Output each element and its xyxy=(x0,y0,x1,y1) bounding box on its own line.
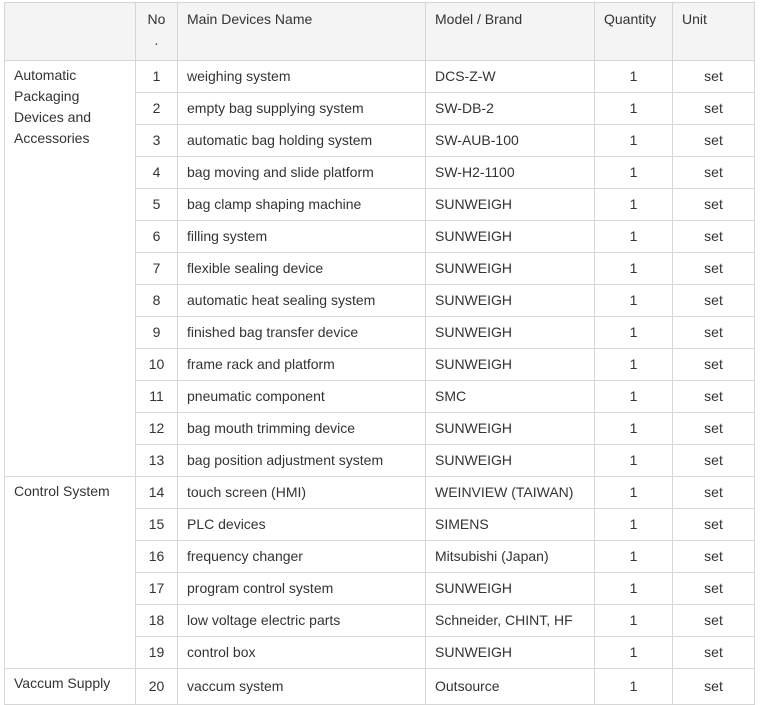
row-number: 4 xyxy=(136,157,178,189)
category-cell: Vaccum Supply xyxy=(5,669,136,705)
model-brand: Outsource xyxy=(426,669,595,705)
unit-value: set xyxy=(673,125,755,157)
device-name: weighing system xyxy=(178,61,426,93)
table-row xyxy=(5,669,755,705)
unit-value: set xyxy=(673,445,755,477)
unit-value: set xyxy=(673,349,755,381)
table-row xyxy=(5,477,755,509)
unit-value: set xyxy=(673,669,755,705)
row-number: 1 xyxy=(136,61,178,93)
quantity-value: 1 xyxy=(595,349,673,381)
device-name: automatic bag holding system xyxy=(178,125,426,157)
model-brand: SMC xyxy=(426,381,595,413)
device-name: filling system xyxy=(178,221,426,253)
model-brand: SUNWEIGH xyxy=(426,349,595,381)
device-name: bag position adjustment system xyxy=(178,445,426,477)
unit-value: set xyxy=(673,573,755,605)
quantity-value: 1 xyxy=(595,253,673,285)
model-brand: DCS-Z-W xyxy=(426,61,595,93)
row-number: 10 xyxy=(136,349,178,381)
device-name: touch screen (HMI) xyxy=(178,477,426,509)
device-name: program control system xyxy=(178,573,426,605)
model-brand: SUNWEIGH xyxy=(426,573,595,605)
device-name: finished bag transfer device xyxy=(178,317,426,349)
unit-value: set xyxy=(673,605,755,637)
device-name: control box xyxy=(178,637,426,669)
row-number: 3 xyxy=(136,125,178,157)
model-brand: SUNWEIGH xyxy=(426,445,595,477)
model-brand: WEINVIEW (TAIWAN) xyxy=(426,477,595,509)
quantity-value: 1 xyxy=(595,477,673,509)
model-brand: SUNWEIGH xyxy=(426,189,595,221)
quantity-value: 1 xyxy=(595,317,673,349)
device-name: vaccum system xyxy=(178,669,426,705)
unit-value: set xyxy=(673,509,755,541)
header-quantity: Quantity xyxy=(595,3,673,61)
header-unit: Unit xyxy=(673,3,755,61)
unit-value: set xyxy=(673,189,755,221)
quantity-value: 1 xyxy=(595,157,673,189)
unit-value: set xyxy=(673,253,755,285)
row-number: 19 xyxy=(136,637,178,669)
device-name: bag clamp shaping machine xyxy=(178,189,426,221)
device-name: bag mouth trimming device xyxy=(178,413,426,445)
row-number: 14 xyxy=(136,477,178,509)
header-name: Main Devices Name xyxy=(178,3,426,61)
model-brand: Schneider, CHINT, HF xyxy=(426,605,595,637)
header-no xyxy=(136,3,178,61)
device-name: empty bag supplying system xyxy=(178,93,426,125)
unit-value: set xyxy=(673,381,755,413)
header-category xyxy=(5,3,136,61)
model-brand: SUNWEIGH xyxy=(426,221,595,253)
unit-value: set xyxy=(673,61,755,93)
row-number: 2 xyxy=(136,93,178,125)
model-brand: SUNWEIGH xyxy=(426,317,595,349)
header-no-text: No . xyxy=(147,11,166,48)
device-name: flexible sealing device xyxy=(178,253,426,285)
unit-value: set xyxy=(673,157,755,189)
category-cell: Automatic Packaging Devices and Accessories xyxy=(5,61,136,477)
quantity-value: 1 xyxy=(595,125,673,157)
row-number: 15 xyxy=(136,509,178,541)
model-brand: Mitsubishi (Japan) xyxy=(426,541,595,573)
row-number: 12 xyxy=(136,413,178,445)
device-name: frame rack and platform xyxy=(178,349,426,381)
table-body xyxy=(5,61,755,705)
quantity-value: 1 xyxy=(595,285,673,317)
unit-value: set xyxy=(673,541,755,573)
table-row xyxy=(5,61,755,93)
device-name: PLC devices xyxy=(178,509,426,541)
unit-value: set xyxy=(673,637,755,669)
model-brand: SIMENS xyxy=(426,509,595,541)
row-number: 18 xyxy=(136,605,178,637)
row-number: 11 xyxy=(136,381,178,413)
device-name: low voltage electric parts xyxy=(178,605,426,637)
row-number: 20 xyxy=(136,669,178,705)
unit-value: set xyxy=(673,221,755,253)
category-cell: Control System xyxy=(5,477,136,669)
model-brand: SW-DB-2 xyxy=(426,93,595,125)
model-brand: SUNWEIGH xyxy=(426,637,595,669)
row-number: 6 xyxy=(136,221,178,253)
quantity-value: 1 xyxy=(595,509,673,541)
device-name: automatic heat sealing system xyxy=(178,285,426,317)
row-number: 5 xyxy=(136,189,178,221)
unit-value: set xyxy=(673,477,755,509)
row-number: 9 xyxy=(136,317,178,349)
quantity-value: 1 xyxy=(595,669,673,705)
quantity-value: 1 xyxy=(595,93,673,125)
quantity-value: 1 xyxy=(595,381,673,413)
quantity-value: 1 xyxy=(595,605,673,637)
quantity-value: 1 xyxy=(595,221,673,253)
quantity-value: 1 xyxy=(595,445,673,477)
row-number: 17 xyxy=(136,573,178,605)
model-brand: SUNWEIGH xyxy=(426,253,595,285)
model-brand: SUNWEIGH xyxy=(426,285,595,317)
device-name: frequency changer xyxy=(178,541,426,573)
row-number: 8 xyxy=(136,285,178,317)
equipment-table xyxy=(4,2,755,705)
quantity-value: 1 xyxy=(595,61,673,93)
unit-value: set xyxy=(673,317,755,349)
table-header-row xyxy=(5,3,755,61)
model-brand: SUNWEIGH xyxy=(426,413,595,445)
unit-value: set xyxy=(673,93,755,125)
device-name: bag moving and slide platform xyxy=(178,157,426,189)
quantity-value: 1 xyxy=(595,541,673,573)
row-number: 16 xyxy=(136,541,178,573)
quantity-value: 1 xyxy=(595,189,673,221)
unit-value: set xyxy=(673,285,755,317)
unit-value: set xyxy=(673,413,755,445)
quantity-value: 1 xyxy=(595,413,673,445)
model-brand: SW-AUB-100 xyxy=(426,125,595,157)
quantity-value: 1 xyxy=(595,573,673,605)
quantity-value: 1 xyxy=(595,637,673,669)
device-name: pneumatic component xyxy=(178,381,426,413)
model-brand: SW-H2-1100 xyxy=(426,157,595,189)
row-number: 7 xyxy=(136,253,178,285)
row-number: 13 xyxy=(136,445,178,477)
header-model: Model / Brand xyxy=(426,3,595,61)
